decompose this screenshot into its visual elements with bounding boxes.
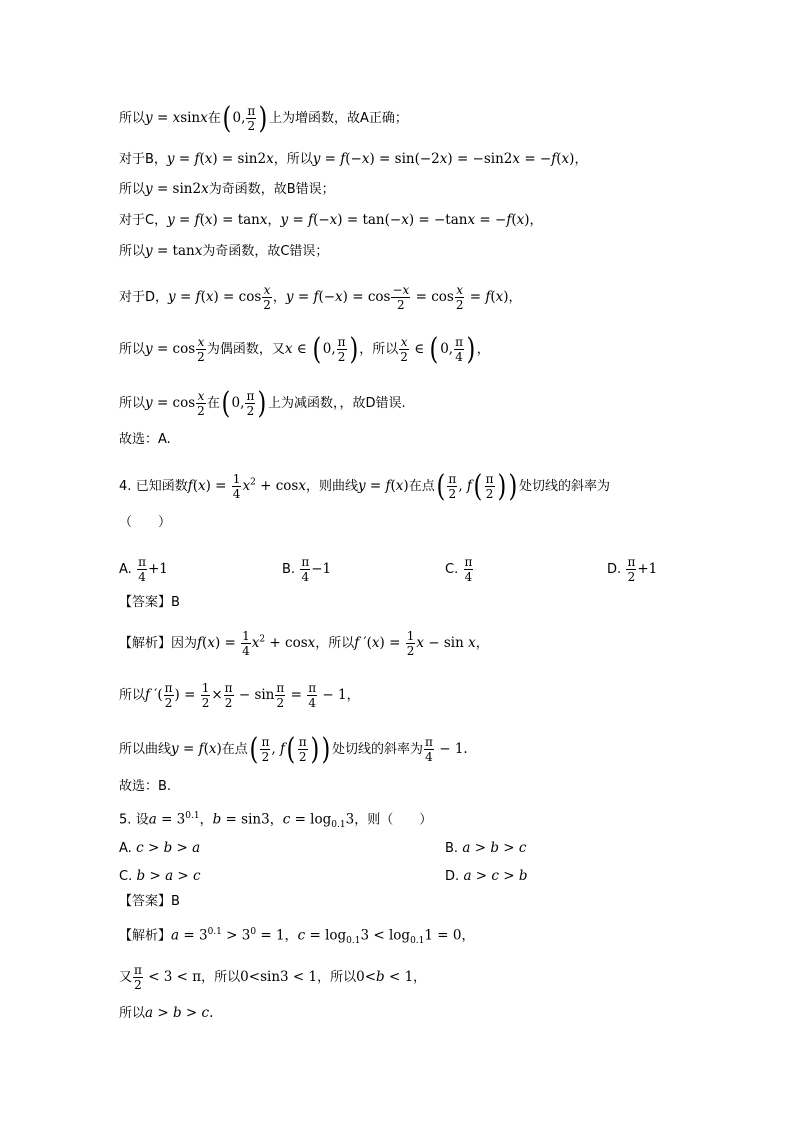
q5-stem: 5. 设$a = 3^{0.1}$，b = sin3，$c = \log_{0.1}3$，则（ ） — [119, 811, 433, 831]
q5-option-a: A. c > b > a — [119, 840, 201, 856]
q5-analysis-3: 所以a > b > c. — [119, 1005, 214, 1021]
line-6: 对于D，y = f(x) = cos $\frac{x}{2}$ ，y = f(−x) = cos $\frac{-x}{2}$ = cos $\frac{x}{2}$ = f(x)， — [119, 283, 522, 312]
q4-option-a: A. $\frac{\pi}{4}$ +1 — [119, 555, 168, 584]
line-2: 对于B，y = f(x) = sin2x，所以y = f(−x) = sin(−2x) = −sin2x = −f(x)， — [119, 151, 588, 167]
line-9: 故选：A. — [119, 432, 171, 447]
q5-option-d: D. a > c > b — [445, 868, 528, 884]
q4-analysis-2: 所以f ′( $\frac{\pi}{2}$ ) = $\frac{1}{2}$ × $\frac{\pi}{2}$ − sin $\frac{\pi}{2}$ = $\frac{\pi}{4}$ − 1， — [119, 681, 360, 710]
q4-analysis-3: 所以曲线y = f(x)在点( $\frac{\pi}{2}$ , f( $\frac{\pi}{2}$ ))处切线的斜率为 $\frac{\pi}{4}$ − 1. — [119, 731, 468, 767]
q4-option-d: D. $\frac{\pi}{2}$ +1 — [607, 555, 658, 584]
q4-option-c: C. $\frac{\pi}{4}$ — [445, 555, 473, 584]
line-8: 所以y = cos $\frac{x}{2}$ 在(0, $\frac{\pi}{2}$ )上为减函数，，故D错误. — [119, 385, 406, 421]
line-4: 对于C，y = f(x) = tanx，y = f(−x) = tan(−x) = −tanx = −f(x)， — [119, 212, 543, 228]
q5-answer: 【答案】B — [119, 894, 180, 909]
line-1: 所以y = xsinx在(0, $\frac{\pi}{2}$ )上为增函数，故A正确； — [119, 100, 408, 136]
q5-option-b: B. a > b > c — [445, 840, 527, 856]
q5-analysis-1: 【解析】$a = 3^{0.1} > 3^0 = 1$，$c = \log_{0.1}3 < \log_{0.1}1 = 0$， — [119, 927, 475, 947]
line-5: 所以y = tanx为奇函数，故C错误； — [119, 243, 329, 259]
line-3: 所以y = sin2x为奇函数，故B错误； — [119, 181, 335, 197]
line-7: 所以y = cos $\frac{x}{2}$ 为偶函数，又x ∈ (0, $\frac{\pi}{2}$ )，所以 $\frac{x}{2}$ ∈ (0, $\frac{\pi}{4}$ )， — [119, 331, 490, 367]
q4-select: 故选：B. — [119, 779, 172, 794]
q5-analysis-2: 又 $\frac{\pi}{2}$ < 3 < π，所以0<sin3 < 1，所以0<b < 1， — [119, 963, 427, 992]
q4-answer: 【答案】B — [119, 595, 180, 610]
q4-paren: （ ） — [119, 515, 172, 530]
q4-analysis-1: 【解析】因为f(x) = $\frac{1}{4}$ $x^2 + \cos x$，所以f ′(x) = $\frac{1}{2}$ x − sin x， — [119, 629, 489, 658]
q4-stem: 4. 已知函数f(x) = $\frac{1}{4}$ $x^2 + \cos x$，则曲线y = f(x)在点( $\frac{\pi}{2}$ , f( $\frac{\pi}{2}$ ))处切线的斜率为 — [119, 468, 610, 504]
q4-option-b: B. $\frac{\pi}{4}$ −1 — [282, 555, 332, 584]
q5-option-c: C. b > a > c — [119, 868, 201, 884]
